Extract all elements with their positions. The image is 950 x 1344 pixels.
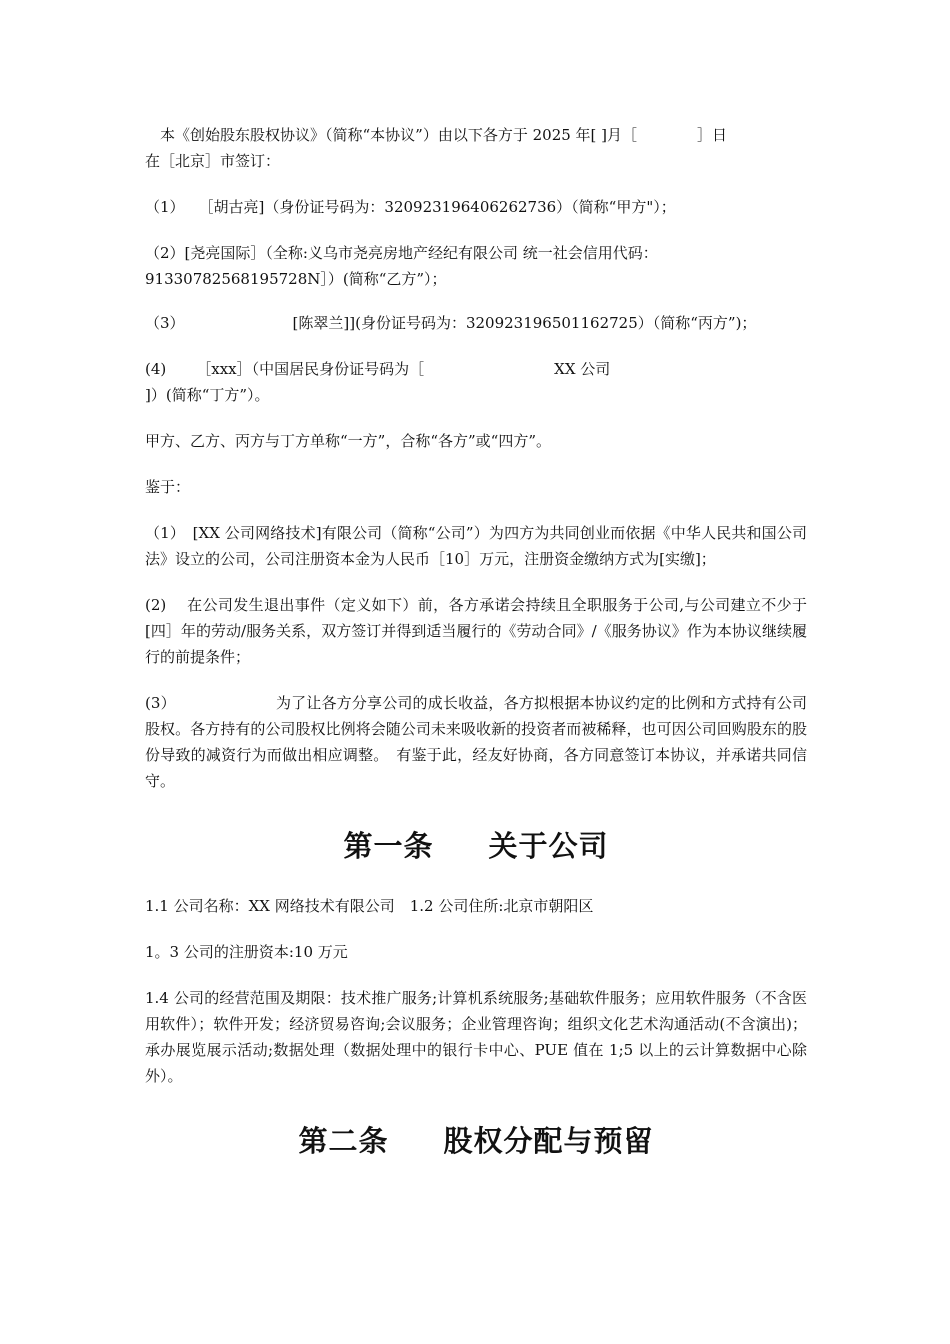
intro-line2: 在［北京］市签订： <box>145 152 281 170</box>
article-1-number: 第一条 <box>343 829 434 863</box>
party-2 <box>145 240 807 292</box>
party-3-number: （3） <box>145 314 185 332</box>
whereas-3-number: (3） <box>145 694 176 712</box>
party-3-text: [陈翠兰]](身份证号码为：320923196501162725）（简称“丙方”)； <box>292 314 757 332</box>
party-4-company: XX 公司 <box>554 360 611 378</box>
document-page <box>145 122 807 1160</box>
article-2-number: 第二条 <box>298 1124 389 1158</box>
party-2-line1: （2）[尧亮国际］（全称:义乌市尧亮房地产经纪有限公司 统一社会信用代码： <box>145 244 658 262</box>
whereas-3 <box>145 690 807 794</box>
intro-line1: 本《创始股东股权协议》（简称“本协议”）由以下各方于 2025 年[ ]月［ <box>145 126 638 144</box>
article-1-item-3: 1。3 公司的注册资本:10 万元 <box>145 943 348 961</box>
intro-line1-end: ］日 <box>697 126 728 144</box>
party-4 <box>145 356 807 408</box>
article-1-item-1: 1.1 公司名称：XX 网络技术有限公司 1.2 公司住所:北京市朝阳区 <box>145 897 594 915</box>
collective-definition: 甲方、乙方、丙方与丁方单称“一方”，合称“各方”或“四方”。 <box>145 432 552 450</box>
article-2-title: 股权分配与预留 <box>443 1124 654 1158</box>
party-4-text: ［xxx］（中国居民身份证号码为［ <box>196 360 425 378</box>
whereas-label: 鉴于： <box>145 478 191 496</box>
party-1-text: ［胡古亮]（身份证号码为：320923196406262736）（简称“甲方"）； <box>198 198 676 216</box>
article-1-title: 关于公司 <box>488 829 609 863</box>
intro-paragraph <box>145 122 807 174</box>
article-2-heading <box>145 1119 807 1160</box>
whereas-3-text: 为了让各方分享公司的成长收益，各方拟根据本协议约定的比例和方式持有公司股权。各方持有的公司股权比例将会随公司未来吸收新的投资者而被稀释，也可因公司回购股东的股份导致的减资行为而做出相应调整。 有鉴于此，经友好协商，各方同意签订本协议，并承诺共同信守。 <box>145 694 807 790</box>
party-4-line2: ]）(简称“丁方”）。 <box>145 386 270 404</box>
article-1-item-4: 1.4 公司的经营范围及期限：技术推广服务;计算机系统服务;基础软件服务；应用软件服务（不含医用软件）；软件开发；经济贸易咨询;会议服务；企业管理咨询；组织文化艺术沟通活动(不含演出)；承办展览展示活动;数据处理（数据处理中的银行卡中心、PUE 值在 1;5 以上的云计算数据中心除外）。 <box>145 989 807 1085</box>
party-1-number: （1） <box>145 198 185 216</box>
party-4-number: (4) <box>145 360 167 378</box>
whereas-2: (2) 在公司发生退出事件（定义如下）前，各方承诺会持续且全职服务于公司,与公司建立不少于[四］年的劳动/服务关系，双方签订并得到适当履行的《劳动合同》/《服务协议》作为本协议继续履行的前提条件； <box>145 596 807 666</box>
article-1-heading <box>145 824 807 865</box>
party-2-line2: 91330782568195728N］）(简称“乙方”）； <box>145 270 447 288</box>
party-3 <box>145 310 807 336</box>
party-1 <box>145 194 807 220</box>
whereas-1: （1） [XX 公司网络技术]有限公司（简称“公司”）为四方为共同创业而依据《中华人民共和国公司法》设立的公司，公司注册资本金为人民币［10］万元，注册资金缴纳方式为[实缴]； <box>145 524 807 568</box>
